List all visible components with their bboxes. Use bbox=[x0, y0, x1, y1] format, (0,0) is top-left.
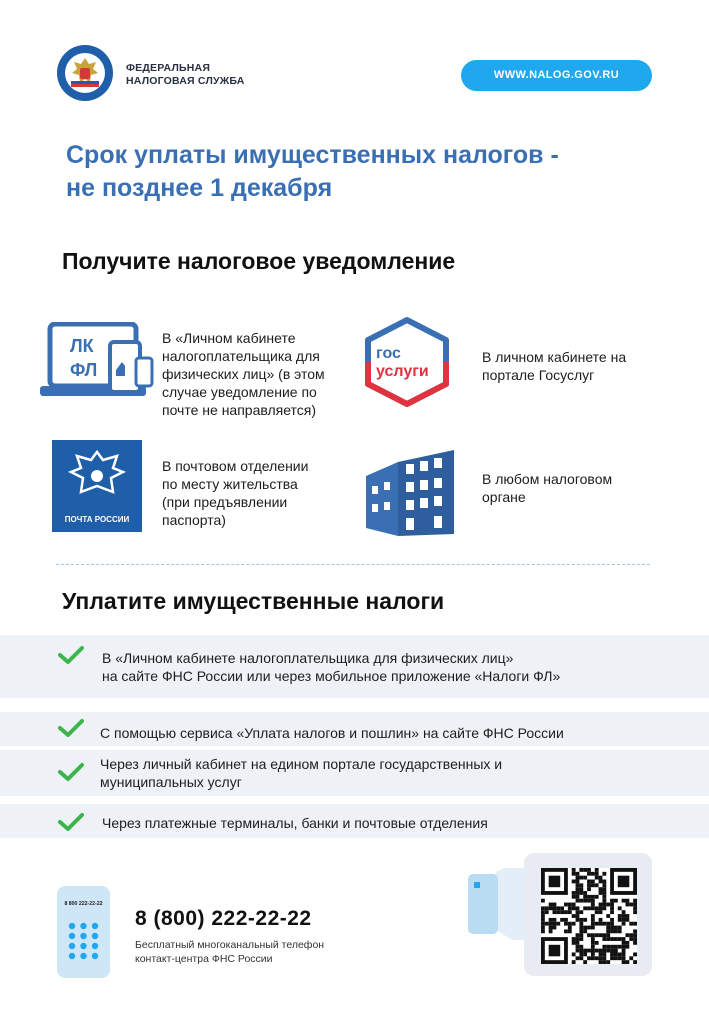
pay-item-lk-line: В «Личном кабинете налогоплательщика для физических лиц» bbox=[102, 650, 514, 666]
section-divider bbox=[56, 564, 650, 565]
hotline-description-line2: контакт-центра ФНС России bbox=[135, 953, 273, 965]
receive-item-tax-office bbox=[482, 470, 612, 506]
gosuslugi-logo-icon bbox=[362, 316, 452, 408]
tax-office-building-icon bbox=[358, 446, 458, 538]
receive-item-lk-line: случае уведомление по bbox=[162, 384, 317, 400]
pay-item-gosuslugi-line: муниципальных услуг bbox=[100, 774, 242, 790]
receive-item-lk-line: физических лиц» (в этом bbox=[162, 366, 325, 382]
phone-icon-number: 8 800 222-22-22 bbox=[64, 901, 103, 907]
pay-heading: Уплатите имущественные налоги bbox=[62, 588, 445, 614]
qr-code[interactable] bbox=[541, 868, 637, 964]
phone-keypad-icon bbox=[57, 886, 110, 978]
receive-item-gosuslugi bbox=[482, 348, 626, 384]
page-title-line1: Срок уплаты имущественных налогов - bbox=[66, 141, 559, 169]
scan-phone-icon bbox=[466, 868, 532, 940]
org-name bbox=[126, 62, 245, 88]
pay-item-lk-line: на сайте ФНС России или через мобильное приложение «Налоги ФЛ» bbox=[102, 668, 561, 684]
receive-item-lk-line: почте не направляется) bbox=[162, 402, 317, 418]
receive-item-lk-line: налогоплательщика для bbox=[162, 348, 320, 364]
receive-item-gosuslugi-line: В личном кабинете на bbox=[482, 349, 627, 365]
receive-item-tax-office-line: органе bbox=[482, 489, 526, 505]
hotline-description-line1: Бесплатный многоканальный телефон bbox=[135, 939, 325, 951]
page-title bbox=[66, 139, 666, 205]
page-title-line2: не позднее 1 декабря bbox=[66, 174, 333, 202]
pay-item-service bbox=[100, 724, 564, 742]
receive-item-lk-line: В «Личном кабинете bbox=[162, 330, 296, 346]
pay-item-terminals bbox=[102, 814, 488, 832]
pay-item-gosuslugi bbox=[100, 755, 502, 791]
pay-item-lk bbox=[102, 649, 560, 685]
lk-icon-text-top: ЛК bbox=[70, 336, 94, 356]
pochta-rossii-logo-icon bbox=[52, 440, 142, 532]
post-icon-text: ПОЧТА РОССИИ bbox=[64, 515, 130, 524]
org-name-line1: ФЕДЕРАЛЬНАЯ bbox=[126, 62, 211, 74]
receive-item-post-line: (при предъявлении bbox=[162, 494, 288, 510]
fns-emblem-logo bbox=[56, 44, 114, 102]
pay-item-service-line: С помощью сервиса «Уплата налогов и пошлин» на сайте ФНС России bbox=[100, 725, 564, 741]
receive-item-post-line: В почтовом отделении bbox=[162, 458, 309, 474]
check-icon bbox=[58, 645, 84, 665]
receive-heading: Получите налоговое уведомление bbox=[62, 248, 456, 274]
receive-item-post-line: паспорта) bbox=[162, 512, 226, 528]
gos-icon-text-top: гос bbox=[376, 345, 401, 362]
org-name-line2: НАЛОГОВАЯ СЛУЖБА bbox=[126, 75, 245, 87]
gos-icon-text-bottom: услуги bbox=[376, 363, 429, 380]
check-icon bbox=[58, 812, 84, 832]
hotline-phone-number[interactable]: 8 (800) 222-22-22 bbox=[135, 907, 312, 930]
lk-fl-laptop-icon bbox=[40, 322, 155, 400]
receive-item-lk bbox=[162, 329, 325, 419]
receive-item-tax-office-line: В любом налоговом bbox=[482, 471, 613, 487]
website-link-button[interactable]: WWW.NALOG.GOV.RU bbox=[461, 60, 652, 91]
pay-item-gosuslugi-line: Через личный кабинет на едином портале государственных и bbox=[100, 756, 503, 772]
lk-icon-text-bottom: ФЛ bbox=[70, 360, 98, 380]
receive-item-post bbox=[162, 457, 308, 529]
receive-item-gosuslugi-line: портале Госуслуг bbox=[482, 367, 595, 383]
check-icon bbox=[58, 762, 84, 782]
check-icon bbox=[58, 718, 84, 738]
pay-item-terminals-line: Через платежные терминалы, банки и почтовые отделения bbox=[102, 815, 488, 831]
receive-item-post-line: по месту жительства bbox=[162, 476, 298, 492]
hotline-description bbox=[135, 938, 324, 966]
